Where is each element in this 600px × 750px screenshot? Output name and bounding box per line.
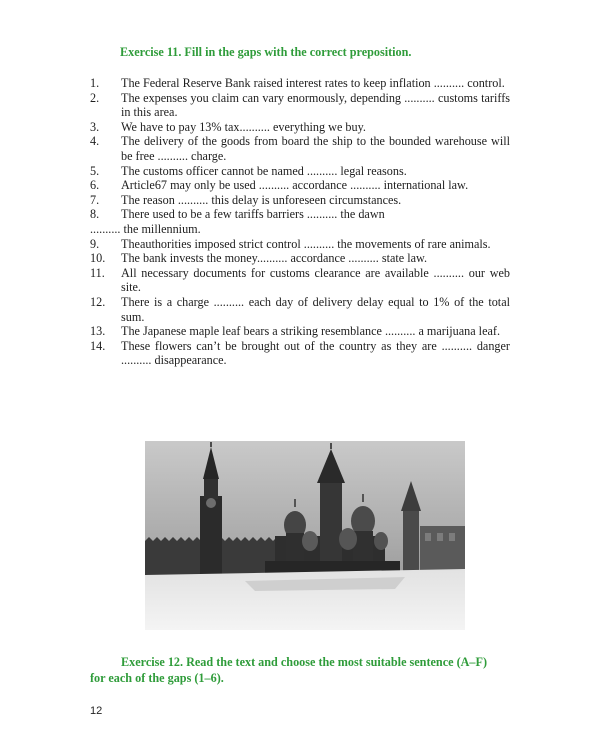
item-text: We have to pay 13% tax.......... everything we buy.	[121, 119, 366, 134]
list-item	[90, 324, 510, 339]
item-text: The reason .......... this delay is unforeseen circumstances.	[121, 192, 402, 207]
item-number: 9.	[90, 236, 100, 251]
item-text: Theauthorities imposed strict control .......... the movements of rare animals.	[121, 236, 491, 251]
list-item	[90, 134, 510, 163]
list-item	[90, 76, 510, 91]
exercise-11-list	[90, 76, 510, 368]
item-number: 6.	[90, 178, 100, 193]
page-number: 12	[90, 705, 103, 717]
item-text: The bank invests the money.......... accordance .......... state law.	[121, 251, 428, 266]
list-item	[90, 178, 510, 193]
item-text: There is a charge .......... each day of delivery delay equal to 1% of the total sum.	[121, 294, 510, 324]
item-number: 5.	[90, 163, 100, 178]
list-item	[90, 295, 510, 324]
exercise-12-heading-line2: for each of the gaps (1–6).	[90, 671, 224, 685]
item-number: 10.	[90, 251, 106, 266]
item-text: All necessary documents for customs clearance are available .......... our web site.	[121, 265, 510, 295]
item-number: 4.	[90, 134, 100, 149]
list-item	[90, 207, 510, 236]
item-number: 2.	[90, 90, 100, 105]
kremlin-photo	[145, 441, 465, 630]
list-item	[90, 266, 510, 295]
item-number: 13.	[90, 324, 106, 339]
item-text: The delivery of the goods from board the ship to the bounded warehouse will be free .......... charge.	[121, 134, 510, 163]
item-text: The expenses you claim can vary enormously, depending .......... customs tariffs in this area.	[121, 90, 510, 120]
item-text: The Federal Reserve Bank raised interest rates to keep inflation .......... control.	[121, 76, 505, 90]
item-number: 11.	[90, 265, 105, 280]
item-text: There used to be a few tariffs barriers .......... the dawn	[121, 207, 385, 222]
item-number: 1.	[90, 76, 100, 90]
list-item	[90, 237, 510, 252]
exercise-11-heading: Exercise 11. Fill in the gaps with the correct preposition.	[120, 45, 412, 59]
item-text: Article67 may only be used .......... accordance .......... international law.	[121, 178, 469, 193]
list-item	[90, 193, 510, 208]
item-number: 7.	[90, 192, 100, 207]
item-number: 8.	[90, 207, 100, 222]
item-number: 14.	[90, 338, 106, 353]
list-item	[90, 164, 510, 179]
item-number: 3.	[90, 119, 100, 134]
exercise-12-heading	[90, 654, 510, 686]
item-text: These flowers can’t be brought out of the country as they are .......... danger .......... disappearance.	[121, 338, 510, 368]
item-text-continuation: .......... the millennium.	[90, 221, 201, 236]
list-item	[90, 120, 510, 135]
list-item	[90, 251, 510, 266]
exercise-12-heading-line1: Exercise 12. Read the text and choose the most suitable sentence (A–F)	[121, 655, 488, 669]
list-item	[90, 91, 510, 120]
item-text: The customs officer cannot be named .......... legal reasons.	[121, 163, 407, 178]
list-item	[90, 339, 510, 368]
item-text: The Japanese maple leaf bears a striking resemblance .......... a marijuana leaf.	[121, 324, 500, 339]
item-number: 12.	[90, 294, 106, 309]
